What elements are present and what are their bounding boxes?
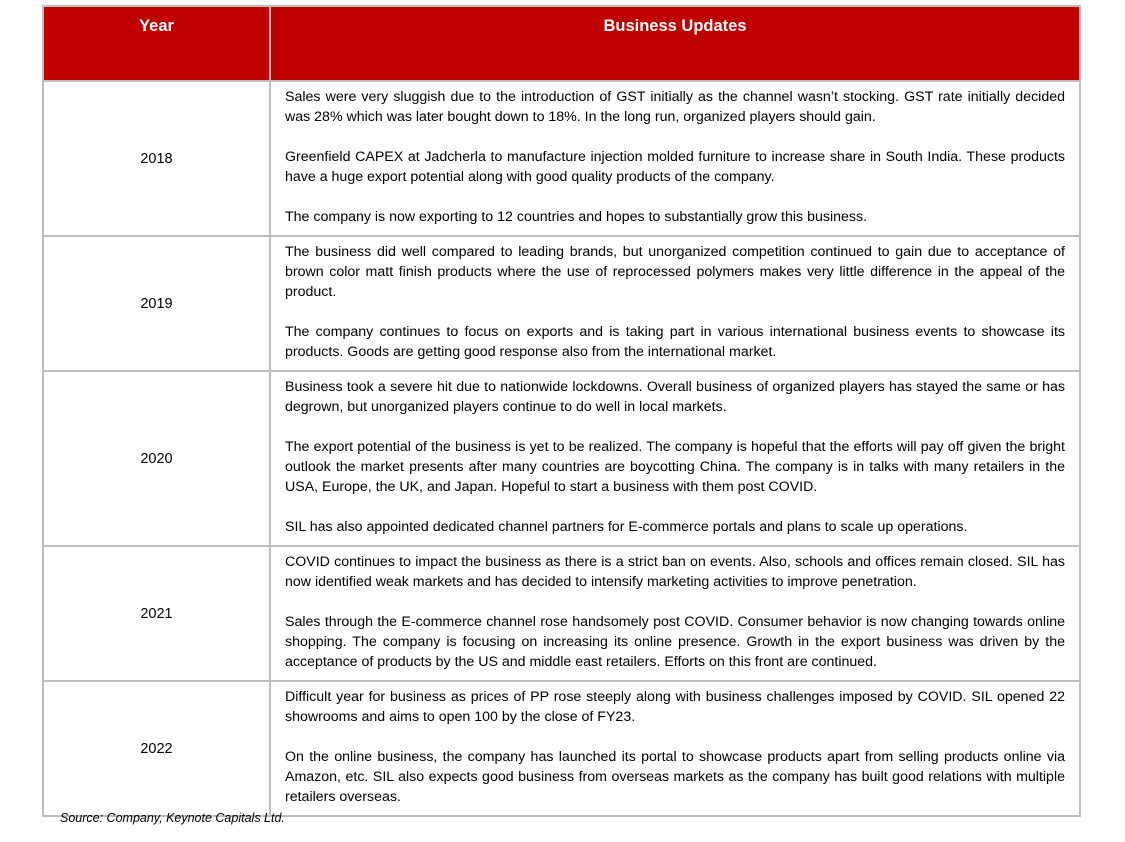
- year-cell: 2021: [43, 546, 270, 681]
- table-row: [43, 681, 1080, 816]
- update-paragraph: The company continues to focus on exports and is taking part in various international business events to showcase its products. Goods are getting good response also from the international market.: [285, 324, 1065, 360]
- year-cell: 2022: [43, 681, 270, 816]
- update-paragraph: The business did well compared to leading brands, but unorganized competition continued to gain due to acceptance of brown color matt finish products where the use of reprocessed polymers makes very little difference in the appeal of the product.: [285, 244, 1065, 300]
- updates-cell: [270, 546, 1080, 681]
- update-paragraph: SIL has also appointed dedicated channel partners for E-commerce portals and plans to scale up operations.: [285, 519, 968, 535]
- table-row: [43, 546, 1080, 681]
- updates-column-header: Business Updates: [270, 6, 1080, 81]
- update-paragraph: The export potential of the business is yet to be realized. The company is hopeful that the efforts will pay off given the bright outlook the market presents after many countries are boycotting China. The company is in talks with many retailers in the USA, Europe, the UK, and Japan. Hopeful to start a business with them post COVID.: [285, 439, 1065, 495]
- updates-cell: [270, 371, 1080, 546]
- year-cell: 2020: [43, 371, 270, 546]
- update-paragraph: COVID continues to impact the business as there is a strict ban on events. Also, schools and offices remain closed. SIL has now identified weak markets and has decided to intensify marketing activities to improve penetration.: [285, 554, 1065, 590]
- updates-cell: [270, 81, 1080, 236]
- table-row: [43, 371, 1080, 546]
- update-paragraph: Sales through the E-commerce channel rose handsomely post COVID. Consumer behavior is now changing towards online shopping. The company is focusing on increasing its online presence. Growth in the export business was driven by the acceptance of products by the US and middle east retailers. Efforts on this front are continued.: [285, 614, 1065, 670]
- table-row: [43, 81, 1080, 236]
- update-paragraph: Business took a severe hit due to nationwide lockdowns. Overall business of organized players has stayed the same or has degrown, but unorganized players continue to do well in local markets.: [285, 379, 1065, 415]
- year-cell: 2019: [43, 236, 270, 371]
- year-cell: 2018: [43, 81, 270, 236]
- updates-cell: [270, 681, 1080, 816]
- updates-cell: [270, 236, 1080, 371]
- update-paragraph: On the online business, the company has launched its portal to showcase products apart from selling products online via Amazon, etc. SIL also expects good business from overseas markets as the company has built good relations with multiple retailers overseas.: [285, 749, 1065, 805]
- update-paragraph: Difficult year for business as prices of PP rose steeply along with business challenges imposed by COVID. SIL opened 22 showrooms and aims to open 100 by the close of FY23.: [285, 689, 1065, 725]
- update-paragraph: Greenfield CAPEX at Jadcherla to manufacture injection molded furniture to increase share in South India. These products have a huge export potential along with good quality products of the company.: [285, 149, 1065, 185]
- year-column-header: Year: [43, 6, 270, 81]
- table-header-row: [43, 6, 1080, 81]
- business-updates-table: [42, 5, 1081, 817]
- table-row: [43, 236, 1080, 371]
- update-paragraph: The company is now exporting to 12 countries and hopes to substantially grow this business.: [285, 209, 868, 225]
- source-note: Source: Company, Keynote Capitals Ltd.: [60, 811, 285, 825]
- update-paragraph: Sales were very sluggish due to the introduction of GST initially as the channel wasn’t stocking. GST rate initially decided was 28% which was later bought down to 18%. In the long run, organized players should gain.: [285, 89, 1065, 125]
